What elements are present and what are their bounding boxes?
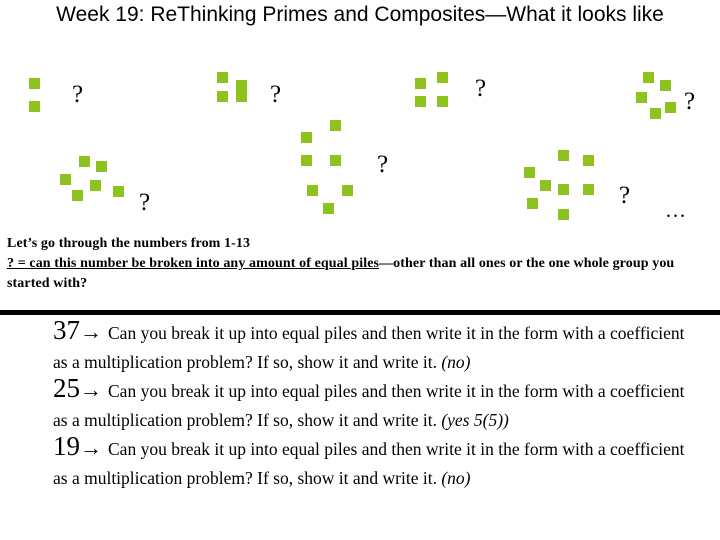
green-square [29,101,40,112]
question-mark: ? [684,88,696,115]
arrow-icon: → [80,435,102,460]
green-square [330,155,341,166]
green-square [79,156,90,167]
green-square [527,198,538,209]
green-square [96,161,107,172]
green-square [29,78,40,89]
green-square [217,72,228,83]
intro-line-1: Let’s go through the numbers from 1-13 [7,236,251,251]
question-text: Can you break it up into equal piles and then write it in the form with a coefficient as a multiplication problem? If so, show it and write it. [53,439,685,488]
green-square [415,96,426,107]
question-number: 25 [53,373,80,403]
question-mark: ? [72,81,84,108]
green-square [558,184,569,195]
green-square [60,174,71,185]
intro-rest: —other than all ones or the one whole group you started with? [7,256,675,291]
question-text: Can you break it up into equal piles and then write it in the form with a coefficient as a multiplication problem? If so, show it and write it. [53,381,685,430]
green-square [558,209,569,220]
green-square [636,92,647,103]
arrow-icon: → [80,319,102,344]
ellipsis: … [665,198,686,222]
question-answer: (no) [441,352,471,372]
green-square [540,180,551,191]
question-number: 37 [53,315,80,345]
green-square [301,155,312,166]
green-square [72,190,83,201]
question-mark: ? [377,151,389,178]
green-square [437,96,448,107]
question-mark: ? [139,189,151,216]
green-square [90,180,101,191]
green-square [236,80,247,91]
green-square [342,185,353,196]
question-answer: (yes 5(5)) [441,410,509,430]
divider [0,310,720,315]
question-mark: ? [475,75,487,102]
green-square [583,155,594,166]
green-square [558,150,569,161]
green-square [665,102,676,113]
question-mark: ? [619,182,631,209]
green-square [643,72,654,83]
page-title: Week 19: ReThinking Primes and Composites—What it looks like [56,3,664,26]
question-answer: (no) [441,468,471,488]
question-item [53,374,703,435]
green-square [524,167,535,178]
green-square [307,185,318,196]
green-square [236,91,247,102]
question-item [53,316,703,377]
green-square [113,186,124,197]
arrow-icon: → [80,377,102,402]
green-square [301,132,312,143]
green-square [583,184,594,195]
intro-text [7,234,713,294]
green-square [217,91,228,102]
green-square [330,120,341,131]
green-square [660,80,671,91]
question-number: 19 [53,431,80,461]
question-mark: ? [270,81,282,108]
green-square [437,72,448,83]
question-item [53,432,703,493]
green-square [323,203,334,214]
intro-underlined: ? = can this number be broken into any amount of equal piles [7,256,380,271]
question-text: Can you break it up into equal piles and then write it in the form with a coefficient as a multiplication problem? If so, show it and write it. [53,323,685,372]
green-square [650,108,661,119]
intro-line-2 [7,254,713,294]
green-square [415,78,426,89]
